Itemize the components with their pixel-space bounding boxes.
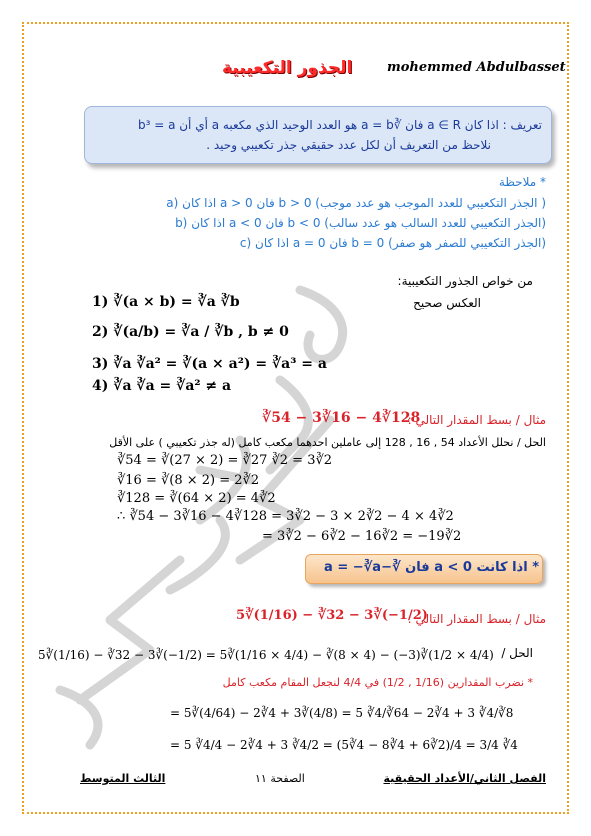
property-4: 4) ∛a ∛a = ∛a² ≠ a [92, 378, 232, 394]
example1-step-2: ∛16 = ∛(8 × 2) = 2∛2 [117, 473, 260, 488]
example2-solution-label: الحل / [501, 646, 533, 660]
property-2: 2) ∛(a/b) = ∛a / ∛b , b ≠ 0 [92, 324, 289, 340]
note-item-a: a) اذا كان a > 0 فان b > 0 (الجذر التكعيبي للعدد الموجب هو عدد موجب ) [166, 196, 546, 210]
definition-line-1: تعريف : اذا كان a ∈ R فان ∛a = b هو العدد الوحيد الذي مكعبه a أي أن b³ = a [137, 118, 542, 132]
example1-step-3: ∛128 = ∛(64 × 2) = 4∛2 [117, 491, 276, 506]
property-1: 1) ∛(a × b) = ∛a ∛b [92, 294, 240, 310]
property-3: 3) ∛a ∛a² = ∛(a × a²) = ∛a³ = a [92, 356, 327, 372]
definition-box [84, 106, 552, 164]
note-item-b: b) اذا كان a < 0 فان b < 0 (الجذر التكعيبي للعدد السالب هو عدد سالب) [175, 216, 546, 230]
example2-expression: 5∛(1/16) − ∛32 − 3∛(−1/2) [236, 608, 428, 623]
example2-hint: * نضرب المقدارين (1/16 , 1/2) في 4/4 لنجعل المقام مكعب كامل [222, 676, 533, 689]
example1-step-1: ∛54 = ∛(27 × 2) = ∛27 ∛2 = 3∛2 [117, 453, 333, 468]
footer-grade: الثالث المتوسط [80, 772, 166, 785]
notes-heading: * ملاحظة [498, 175, 546, 189]
definition-line-2: نلاحظ من التعريف أن لكل عدد حقيقي جذر تكعيبي وحيد . [206, 138, 491, 152]
page-title: الجذور التكعيبية [222, 58, 353, 78]
footer-chapter: الفصل الثاني/الأعداد الحقيقية [383, 772, 546, 785]
example2-line-2: = 5∛(4/64) − 2∛4 + 3∛(4/8) = 5 ∛4/∛64 − 2∛4 + 3 ∛4/∛8 [170, 706, 514, 720]
example1-step-4: ∴ ∛54 − 3∛16 − 4∛128 = 3∛2 − 3 × 2∛2 − 4 × 4∛2 [117, 509, 454, 524]
example1-prompt: مثال / بسط المقدار التالي : [407, 413, 546, 427]
note-item-c: c) اذا كان a = 0 فان b = 0 (الجذر التكعيبي للصفر هو صفر) [239, 236, 546, 250]
converse-note: العكس صحيح [413, 296, 481, 310]
example1-step-5: = 3∛2 − 6∛2 − 16∛2 = −19∛2 [262, 529, 462, 544]
footer-page-number: الصفحة ١١ [255, 772, 305, 785]
example1-expression: ∛54 − 3∛16 − 4∛128 [262, 410, 421, 426]
example1-solution-intro: الحل / نحلل الأعداد 54 , 16 , 128 إلى عاملين احدهما مكعب كامل (له جذر تكعيبي ) على الأقل [109, 436, 546, 449]
example2-line-3: = 5 ∛4/4 − 2∛4 + 3 ∛4/2 = (5∛4 − 8∛4 + 6∛2)/4 = 3/4 ∛4 [170, 738, 518, 752]
properties-heading: من خواص الجذور التكعيبية: [397, 274, 533, 288]
negative-root-note: * اذا كانت a < 0 فان ∛−a = −∛a [324, 560, 539, 575]
example2-prompt: مثال / بسط المقدار التالي : [407, 612, 546, 626]
example2-line-1: 5∛(1/16) − ∛32 − 3∛(−1/2) = 5∛(1/16 × 4/4) − ∛(8 × 4) − (−3)∛(1/2 × 4/4) [38, 648, 494, 662]
author-name: mohemmed Abdulbasset [387, 60, 566, 75]
